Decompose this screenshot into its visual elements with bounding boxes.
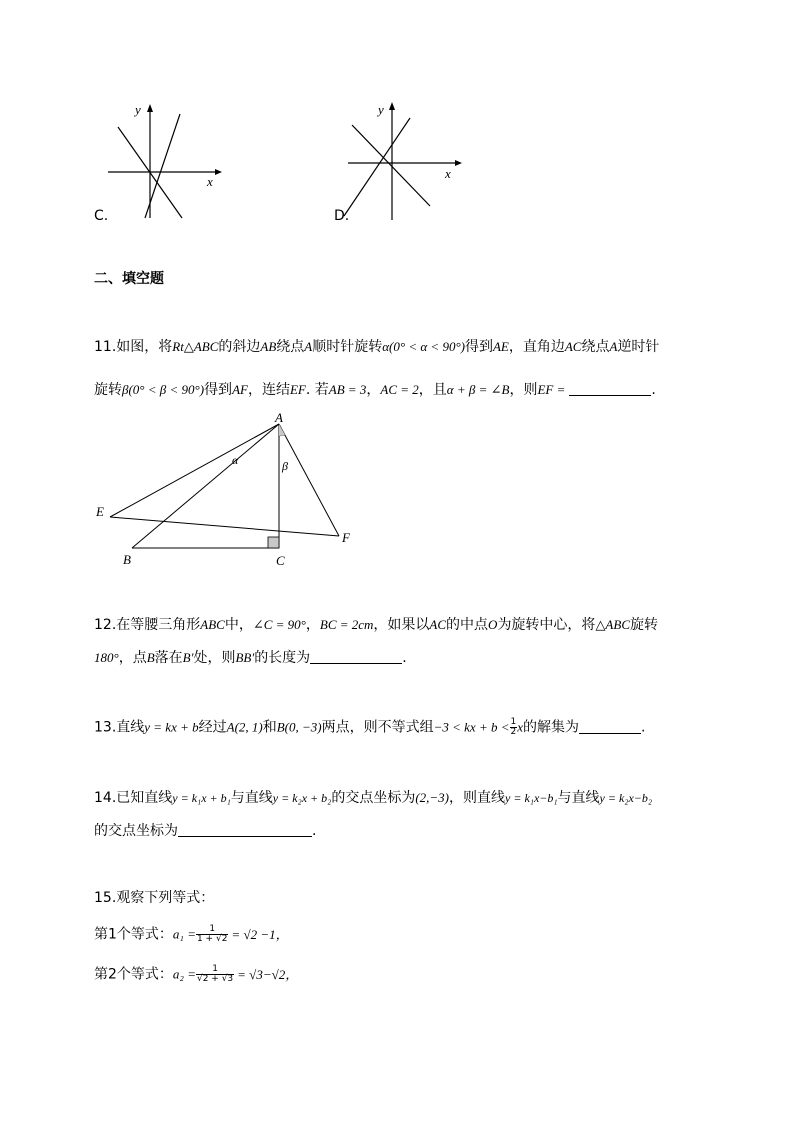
q15-math: a₂ =: [172, 966, 196, 982]
q14-end: .: [312, 823, 317, 839]
q13-math: y = kx + b: [144, 719, 199, 735]
q11-math: α + β = ∠B: [446, 382, 510, 397]
q11-end: .: [651, 382, 656, 398]
label-alpha: α: [232, 453, 239, 467]
q12-text: ，如果以: [373, 617, 430, 633]
segment-ef: [110, 517, 339, 536]
q15-intro: [94, 889, 214, 907]
q13-text: 和: [262, 719, 277, 736]
q11-number: 11.: [94, 339, 117, 355]
graph-option-d: [340, 98, 465, 223]
q11-text: . 若: [305, 382, 329, 398]
q11-math: Rt△ABC: [172, 339, 219, 354]
graph-line-1: [352, 125, 430, 206]
segment-ae: [110, 424, 279, 517]
q14-text: ，则直线: [449, 790, 506, 806]
q14-math: (2,−3): [415, 790, 450, 805]
q12-text: 旋转: [630, 617, 658, 633]
q13-answer-blank[interactable]: [579, 719, 641, 734]
q14-text: 的交点坐标为: [331, 790, 416, 806]
y-axis-label: y: [378, 102, 384, 117]
q15-eq2-fraction: [196, 965, 234, 984]
q15-eq2: [94, 965, 298, 984]
y-axis-arrow: [147, 104, 153, 112]
q12-math: AC: [429, 617, 447, 632]
q11-math: A: [609, 339, 618, 354]
q12-math: △ABC: [595, 617, 630, 632]
q13-text: 经过: [198, 719, 227, 736]
q11-text: ，则: [509, 382, 538, 398]
q15-eq2-num: 1: [196, 965, 234, 975]
q12-text: ，: [305, 617, 320, 633]
q12-math: ABC: [200, 617, 225, 632]
q11-math: AB: [260, 339, 277, 354]
q15-eq1-den: 1 + √2: [196, 934, 228, 944]
q14-text: 与直线: [230, 790, 273, 806]
q12-number: 12.: [94, 617, 117, 633]
q13-line: [94, 718, 645, 737]
q11-text: 旋转: [94, 382, 122, 398]
q13-text: 两点，则不等式组: [321, 719, 434, 736]
beta-angle-fill: [279, 424, 285, 436]
q12-math: B′: [182, 650, 194, 665]
q12-text: 中，: [224, 617, 253, 633]
label-a: A: [275, 412, 283, 425]
label-c: C: [276, 553, 285, 568]
q12-math: B: [146, 650, 155, 665]
q14-answer-blank[interactable]: [178, 822, 312, 837]
q13-math: x: [517, 719, 524, 735]
q11-text: ，且: [418, 382, 447, 398]
q13-text: 的解集为: [523, 719, 580, 736]
q12-math: 180°: [94, 650, 119, 665]
q11-text: 的斜边: [218, 339, 261, 355]
q15-math: = √3−√2，: [237, 966, 299, 982]
x-axis-arrow: [215, 169, 222, 175]
q11-text: 得到: [204, 382, 233, 398]
section-title: 二、填空题: [94, 271, 164, 287]
q12-text: 在等腰三角形: [116, 617, 201, 633]
q14-text: 已知直线: [116, 790, 173, 806]
q11-math: AC = 2: [380, 382, 419, 397]
q12-line-1: [94, 616, 658, 634]
q14-number: 14.: [94, 790, 117, 806]
q12-answer-blank[interactable]: [310, 649, 402, 664]
q12-end: .: [402, 650, 407, 666]
q12-text: ，点: [118, 650, 147, 666]
q15-eq1-num: 1: [196, 925, 228, 935]
q11-text: 顺时针旋转: [312, 339, 383, 355]
label-f: F: [342, 530, 350, 545]
q14-math: y = k₁x + b₁: [172, 791, 231, 805]
q12-math: O: [488, 617, 498, 632]
q11-math: AC: [564, 339, 582, 354]
q15-math: a₁ =: [172, 926, 196, 942]
q11-math: EF: [289, 382, 306, 397]
q15-eq2-label: 第2个等式：: [94, 966, 173, 983]
q12-text: 的长度为: [254, 650, 311, 666]
q13-frac-den: 2: [510, 727, 517, 737]
q14-line-1: [94, 789, 652, 807]
q12-text: 的中点: [446, 617, 489, 633]
q14-text: 与直线: [557, 790, 600, 806]
q14-math: y = k₂x−b₂: [599, 791, 653, 805]
q13-text: 直线: [116, 719, 145, 736]
y-axis-arrow: [389, 102, 395, 110]
q12-math: BB′: [235, 650, 255, 665]
x-axis-label: x: [445, 166, 451, 181]
graph-option-c: [100, 100, 225, 225]
q11-text: 绕点: [581, 339, 610, 355]
q15-number: 15.: [94, 890, 117, 906]
q14-math: y = k₁x−b₁: [505, 791, 558, 805]
q11-line-1: [94, 338, 659, 356]
q15-text: 观察下列等式：: [116, 890, 215, 906]
q11-text: 逆时针: [617, 339, 660, 355]
y-axis-label: y: [135, 102, 141, 117]
q12-math: ∠C = 90°: [252, 617, 306, 632]
option-c-label: C.: [94, 208, 109, 224]
right-angle-mark: [268, 537, 279, 548]
q11-math: α(0° < α < 90°): [382, 339, 465, 354]
q15-math: = √2 −1，: [231, 926, 289, 942]
q13-math: B(0, −3): [276, 719, 322, 735]
q15-eq1-fraction: [196, 925, 228, 944]
q11-line-2: [94, 381, 656, 399]
label-b: B: [123, 552, 131, 567]
segment-af: [279, 424, 339, 536]
q13-frac-num: 1: [510, 717, 517, 727]
q15-eq1-label: 第1个等式：: [94, 926, 173, 943]
q12-math: BC = 2cm: [319, 617, 374, 632]
q11-text: 如图，将: [116, 339, 173, 355]
q15-eq1: [94, 925, 289, 944]
q11-math: AE: [492, 339, 509, 354]
q11-text: 绕点: [276, 339, 305, 355]
q14-math: y = k₂x + b₂: [272, 791, 332, 805]
q11-figure: [92, 412, 367, 572]
q12-text: 落在: [154, 650, 183, 666]
label-e: E: [96, 504, 104, 519]
q11-math: AB = 3: [328, 382, 367, 397]
label-beta: β: [282, 459, 288, 473]
option-d-label: D.: [334, 208, 350, 224]
q12-text: 为旋转中心，将: [497, 617, 596, 633]
q11-text: ，: [366, 382, 381, 398]
q11-math: EF =: [537, 382, 566, 397]
x-axis-label: x: [207, 174, 213, 189]
q13-math: −3 < kx + b <: [433, 719, 510, 735]
q11-text: ，连结: [247, 382, 290, 398]
q11-math: AF: [232, 382, 248, 397]
q12-text: 处，则: [193, 650, 236, 666]
x-axis-arrow: [455, 160, 462, 166]
q13-end: .: [641, 719, 646, 736]
q11-math: β(0° < β < 90°): [122, 382, 205, 397]
q13-number: 13.: [94, 719, 117, 736]
q15-eq2-den: √2 + √3: [196, 974, 234, 984]
q14-line-2: [94, 822, 316, 840]
q11-math: A: [304, 339, 313, 354]
q11-text: ，直角边: [508, 339, 565, 355]
q11-answer-blank[interactable]: [569, 381, 651, 396]
q14-text: 的交点坐标为: [94, 823, 178, 839]
q13-math: A(2, 1): [226, 719, 263, 735]
q11-text: 得到: [464, 339, 493, 355]
q12-line-2: [94, 649, 407, 667]
graph-line-2: [344, 118, 410, 216]
